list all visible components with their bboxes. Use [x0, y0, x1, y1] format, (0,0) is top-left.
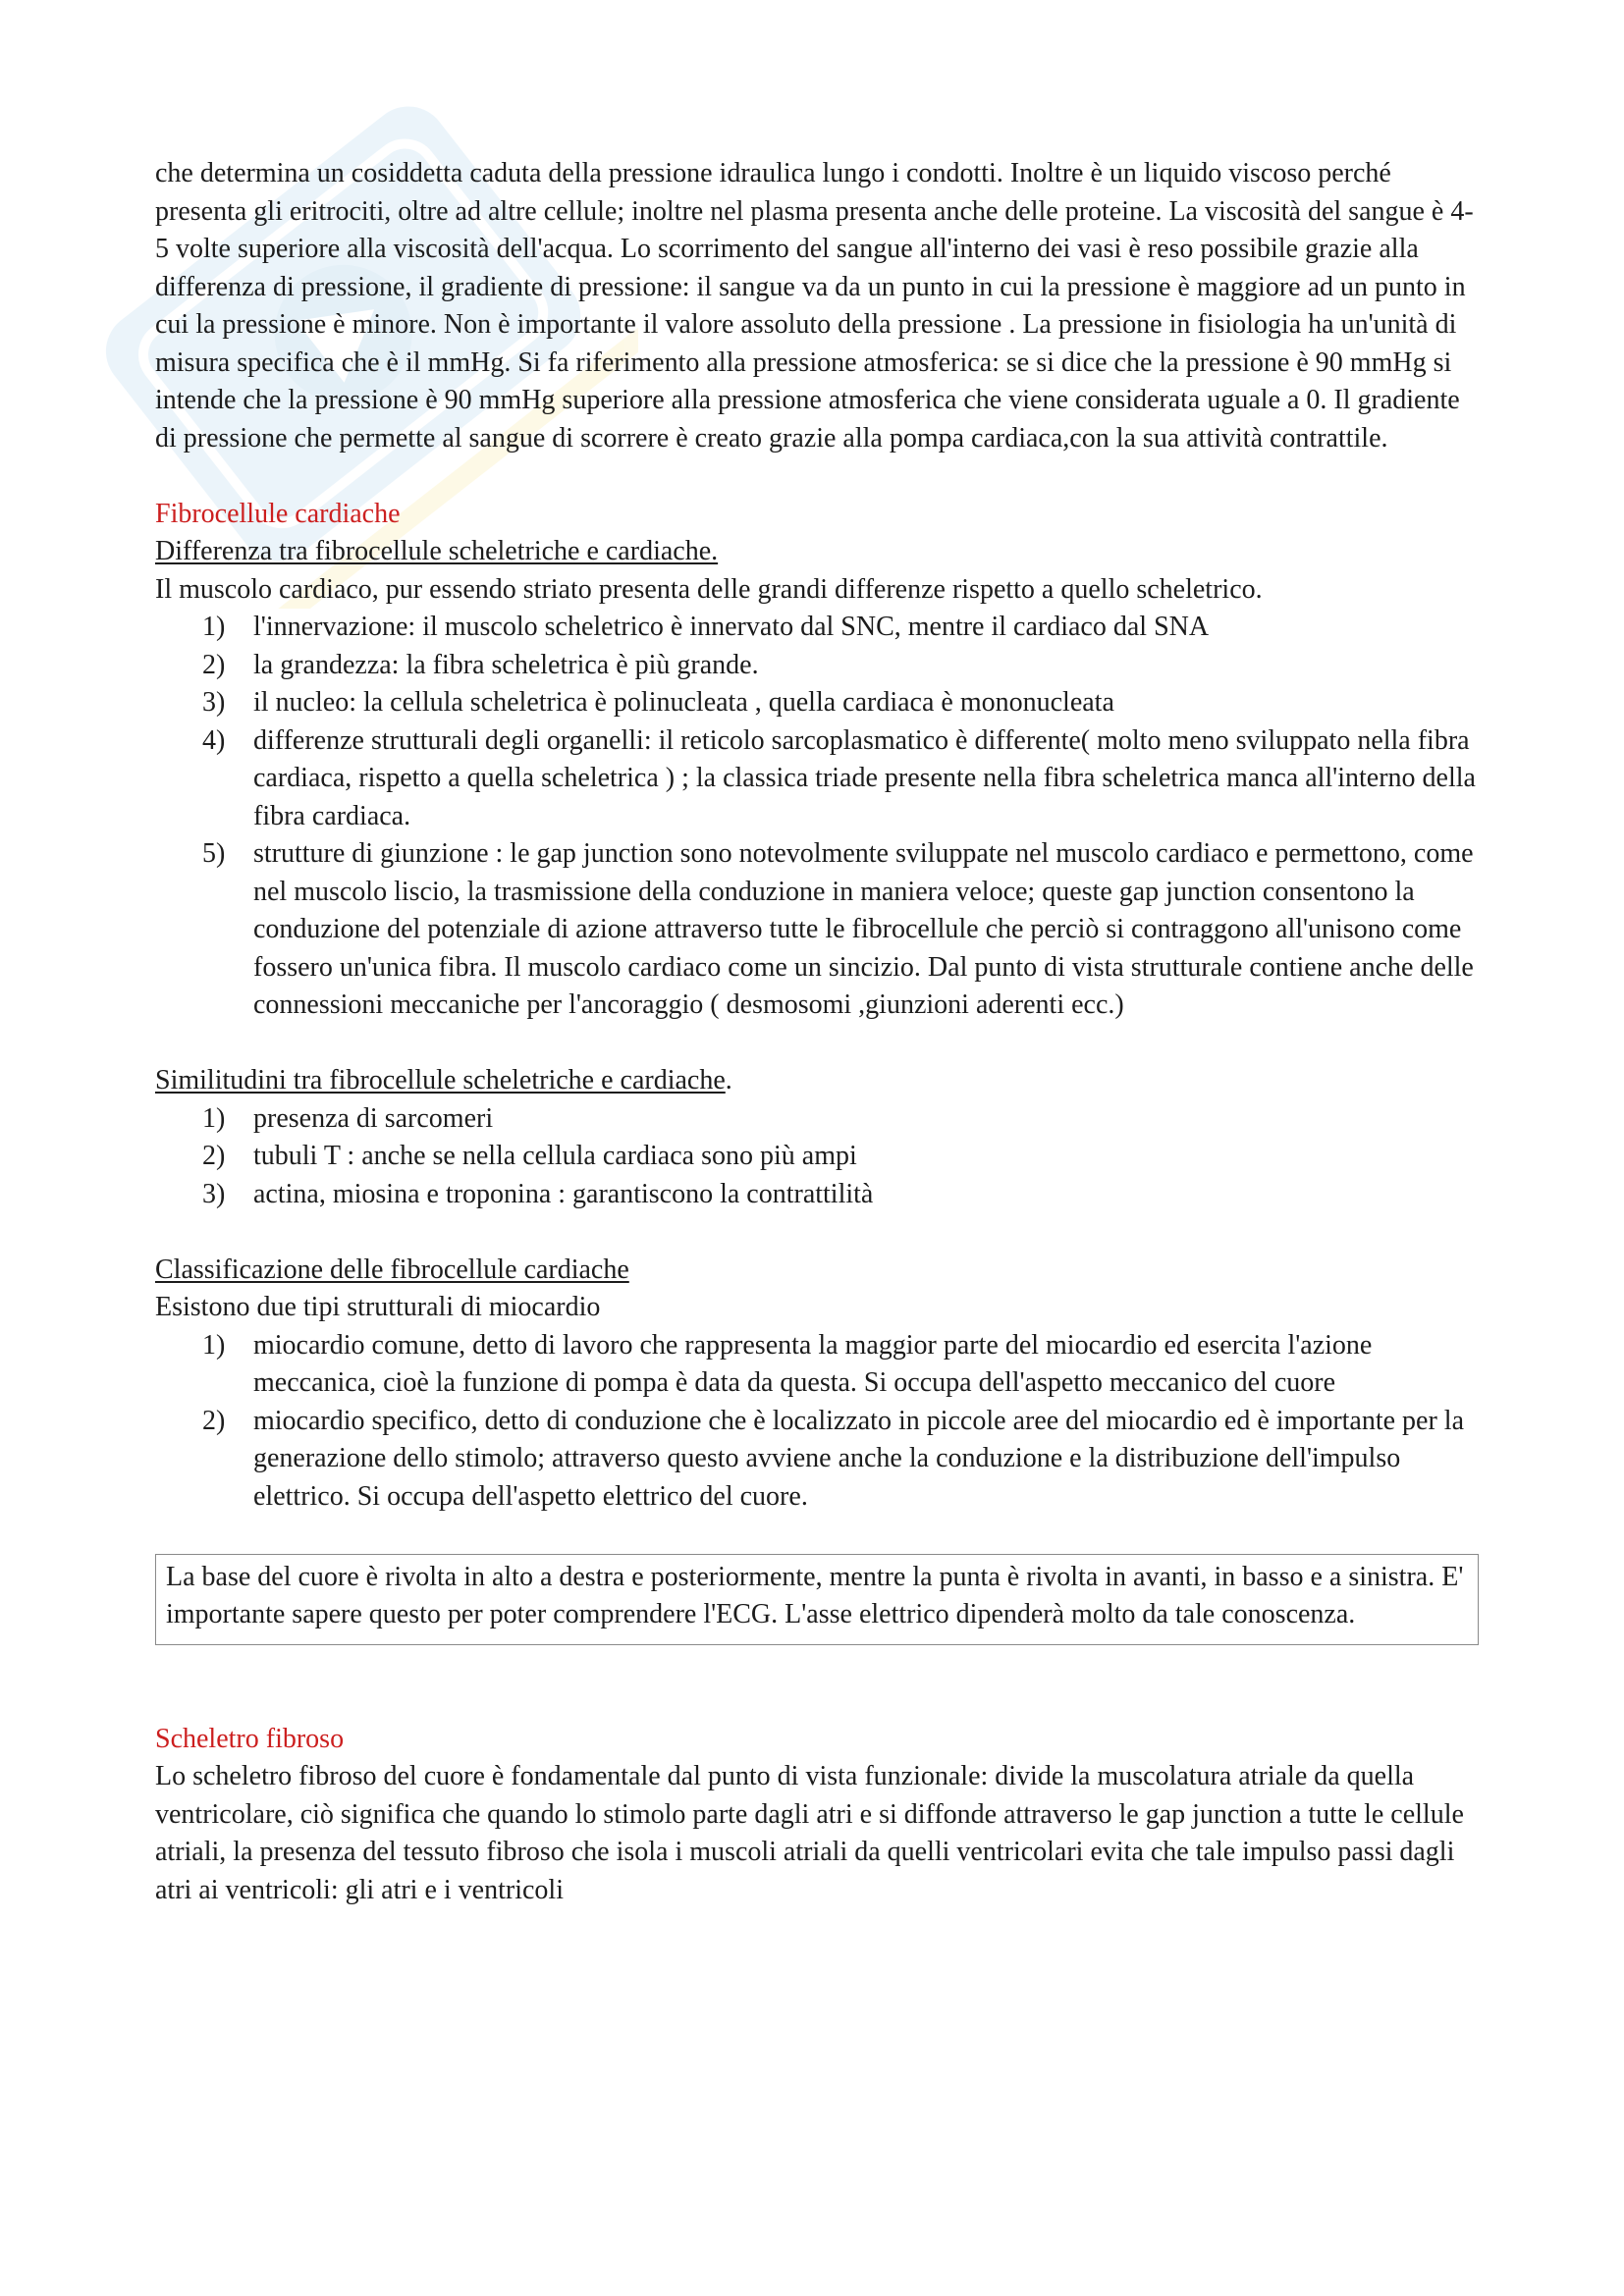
subheading-similitudini-line [155, 1062, 1481, 1100]
differenze-list [155, 609, 1481, 1025]
list-item [155, 722, 1481, 836]
list-item-text: presenza di sarcomeri [253, 1102, 494, 1134]
list-number: 2) [202, 649, 226, 680]
list-item-text: il nucleo: la cellula scheletrica è polinucleata , quella cardiaca è mononucleata [253, 687, 1114, 718]
list-item [155, 647, 1481, 685]
list-item [155, 609, 1481, 647]
subheading-similitudini: Similitudini tra fibrocellule scheletriche e cardiache [155, 1065, 726, 1095]
list-item [155, 1138, 1481, 1176]
list-item-text: differenze strutturali degli organelli: il reticolo sarcoplasmatico è differente( molto meno sviluppato nella fibra cardiaca, rispetto a quella scheletrica ) ; la classica triade presente nella fibra scheletrica manca all'interno della fibra cardiaca. [253, 724, 1476, 831]
section-heading-fibrocellule: Fibrocellule cardiache [155, 498, 401, 529]
list-item-text: tubuli T : anche se nella cellula cardiaca sono più ampi [253, 1141, 857, 1171]
list-item [155, 1403, 1481, 1517]
list-number: 3) [202, 1178, 226, 1209]
list-item [155, 1100, 1481, 1139]
list-number: 2) [202, 1141, 226, 1171]
subheading-differenze: Differenza tra fibrocellule scheletriche e cardiache. [155, 536, 719, 566]
section-heading-scheletro: Scheletro fibroso [155, 1723, 345, 1754]
list-item-text: la grandezza: la fibra scheletrica è più grande. [253, 649, 759, 680]
list-item [155, 1327, 1481, 1403]
note-box-text: La base del cuore è rivolta in alto a destra e posteriormente, mentre la punta è rivolta in avanti, in basso e a sinistra. E' importante sapere questo per poter comprendere l'ECG. L'asse elettrico dipenderà molto da tale conoscenza. [166, 1561, 1464, 1629]
classificazione-list [155, 1327, 1481, 1517]
list-item [155, 1176, 1481, 1214]
list-number: 1) [202, 612, 226, 642]
list-number: 1) [202, 1102, 226, 1134]
similitudini-list [155, 1100, 1481, 1214]
list-number: 4) [202, 724, 226, 756]
list-number: 1) [202, 1329, 226, 1361]
list-item-text: miocardio specifico, detto di conduzione che è localizzato in piccole aree del miocardio ed è importante per la generazione dello stimolo; attraverso questo avviene anche la conduzione e la distribuzione dell'impulso elettrico. Si occupa dell'aspetto elettrico del cuore. [253, 1405, 1465, 1512]
list-item-text: strutture di giunzione : le gap junction sono notevolmente sviluppate nel muscolo cardiaco e permettono, come nel muscolo liscio, la trasmissione della conduzione in maniera veloce; queste gap junction consentono la conduzione del potenziale di azione attraverso tutte le fibrocellule che perciò si contraggono all'unisono come fossero un'unica fibra. Il muscolo cardiaco come un sincizio. Dal punto di vista strutturale contiene anche delle connessioni meccaniche per l'ancoraggio ( desmosomi ,giunzioni aderenti ecc.) [253, 838, 1474, 1020]
list-number: 2) [202, 1405, 226, 1436]
intro-paragraph: che determina un cosiddetta caduta della pressione idraulica lungo i condotti. Inoltre è un liquido viscoso perché presenta gli eritrociti, oltre ad altre cellule; inoltre nel plasma presenta anche delle proteine. La viscosità del sangue è 4-5 volte superiore alla viscosità dell'acqua. Lo scorrimento del sangue all'interno dei vasi è reso possibile grazie alla differenza di pressione, il gradiente di pressione: il sangue va da un punto in cui la pressione è maggiore ad un punto in cui la pressione è minore. Non è importante il valore assoluto della pressione . La pressione in fisiologia ha un'unità di misura specifica che è il mmHg. Si fa riferimento alla pressione atmosferica: se si dice che la pressione è 90 mmHg si intende che la pressione è 90 mmHg superiore alla pressione atmosferica che viene considerata uguale a 0. Il gradiente di pressione che permette al sangue di scorrere è creato grazie alla pompa cardiaca,con la sua attività contrattile. [155, 158, 1474, 454]
list-item [155, 684, 1481, 722]
subheading-similitudini-period: . [725, 1065, 732, 1095]
list-item-text: l'innervazione: il muscolo scheletrico è innervato dal SNC, mentre il cardiaco dal SNA [253, 612, 1210, 642]
differenze-intro: Il muscolo cardiaco, pur essendo striato presenta delle grandi differenze rispetto a quello scheletrico. [155, 573, 1263, 605]
list-number: 5) [202, 838, 226, 869]
note-box [155, 1554, 1479, 1645]
list-number: 3) [202, 687, 226, 718]
list-item-text: actina, miosina e troponina : garantiscono la contrattilità [253, 1178, 874, 1209]
document-page [155, 155, 1481, 1909]
scheletro-paragraph: Lo scheletro fibroso del cuore è fondamentale dal punto di vista funzionale: divide la muscolatura atriale da quella ventricolare, ciò significa che quando lo stimolo parte dagli atri e si diffonde attraverso le gap junction a tutte le cellule atriali, la presenza del tessuto fibroso che isola i muscoli atriali da quelli ventricolari evita che tale impulso passi dagli atri ai ventricoli: gli atri e i ventricoli [155, 1761, 1464, 1905]
list-item-text: miocardio comune, detto di lavoro che rappresenta la maggior parte del miocardio ed esercita l'azione meccanica, cioè la funzione di pompa è data da questa. Si occupa dell'aspetto meccanico del cuore [253, 1329, 1373, 1398]
subheading-classificazione: Classificazione delle fibrocellule cardiache [155, 1254, 629, 1285]
list-item [155, 835, 1481, 1025]
classificazione-intro: Esistono due tipi strutturali di miocardio [155, 1292, 601, 1322]
